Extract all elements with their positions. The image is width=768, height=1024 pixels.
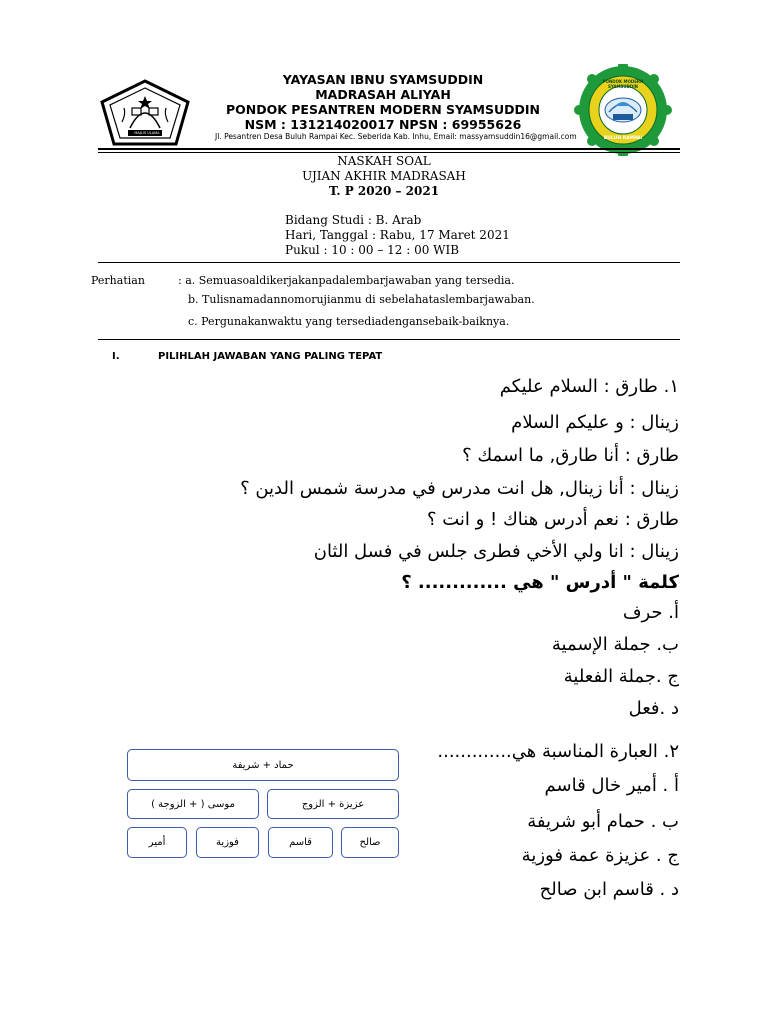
q1-option-a: أ. حرف (622, 602, 679, 623)
notice-divider (98, 339, 680, 340)
q1-line: زينال : و عليكم السلام (511, 412, 679, 433)
q2-option-c: ج . عزيزة عمة فوزية (521, 845, 679, 866)
notice-b: b. Tulisnamadannomorujianmu di sebelahataslembarjawaban. (188, 293, 535, 306)
q2-question: ٢. العبارة المناسبة هي............. (437, 741, 679, 762)
exam-title-3: T. P 2020 – 2021 (328, 184, 440, 198)
q1-line: طارق : نعم أدرس هناك ! و انت ؟ (426, 509, 679, 530)
q1-question: كلمة " أدرس " هي ............. ؟ (401, 572, 679, 593)
nsm-npsn: NSM : 131214020017 NPSN : 69955626 (244, 117, 522, 132)
q1-line: ١. طارق : السلام عليكم (499, 376, 679, 397)
family-tree-child: صالح (341, 827, 399, 858)
section-number: I. (112, 351, 120, 362)
family-tree-child: فوزية (196, 827, 259, 858)
notice-c: c. Pergunakanwaktu yang tersediadengansebaik-baiknya. (188, 315, 510, 328)
q1-line: زينال : أنا زينال, هل انت مدرس في مدرسة شمس الدين ؟ (240, 478, 679, 499)
pesantren-logo (566, 64, 680, 156)
school-name: MADRASAH ALIYAH (315, 87, 451, 102)
section-title: PILIHLAH JAWABAN YANG PALING TEPAT (158, 351, 383, 362)
header-divider-thin (98, 152, 680, 153)
exam-date: Hari, Tanggal : Rabu, 17 Maret 2021 (285, 228, 510, 242)
q2-option-a: أ . أمير خال قاسم (544, 775, 679, 796)
family-tree-child: أمير (127, 827, 187, 858)
exam-time: Pukul : 10 : 00 – 12 : 00 WIB (285, 243, 460, 257)
exam-title-1: NASKAH SOAL (337, 154, 431, 168)
logo-right-text-top: PONDOK MODERN SYAMSUDDIN (602, 79, 644, 89)
header-divider-thick (98, 148, 680, 150)
school-address: Jl. Pesantren Desa Buluh Rampai Kec. Seberida Kab. Inhu, Email: massyamsuddin16@gmail.com (215, 132, 577, 141)
foundation-name: YAYASAN IBNU SYAMSUDDIN (282, 72, 484, 87)
family-tree-pair-right: عزيزة + الزوج (267, 789, 399, 819)
subject: Bidang Studi : B. Arab (285, 213, 422, 227)
info-divider (98, 262, 680, 263)
family-tree-parents: حماد + شريفة (127, 749, 399, 781)
q1-line: زينال : انا ولي الأخي فطرى جلس في فسل الثان (313, 541, 679, 562)
family-tree-pair-left: موسى ( + الزوجة ) (127, 789, 259, 819)
family-tree-child: قاسم (268, 827, 333, 858)
exam-title-2: UJIAN AKHIR MADRASAH (302, 169, 466, 183)
q1-option-b: ب. جملة الإسمية (551, 634, 679, 655)
madrasah-logo (100, 78, 190, 150)
logo-left-text: MAJLIS ULAMA (134, 131, 160, 135)
logo-right-text-bottom: BULUH RAMPAI (603, 136, 643, 141)
q1-line: طارق : أنا طارق, ما اسمك ؟ (462, 445, 679, 466)
notice-a: : a. Semuasoaldikerjakanpadalembarjawaban yang tersedia. (178, 274, 515, 287)
q2-option-d: د . قاسم ابن صالح (539, 879, 679, 900)
q1-option-d: د .فعل (628, 698, 679, 719)
notice-label: Perhatian (91, 274, 145, 287)
q1-option-c: ج .جملة الفعلية (563, 666, 679, 687)
q2-option-b: ب . حمام أبو شريفة (527, 811, 679, 832)
pesantren-name: PONDOK PESANTREN MODERN SYAMSUDDIN (225, 102, 541, 117)
